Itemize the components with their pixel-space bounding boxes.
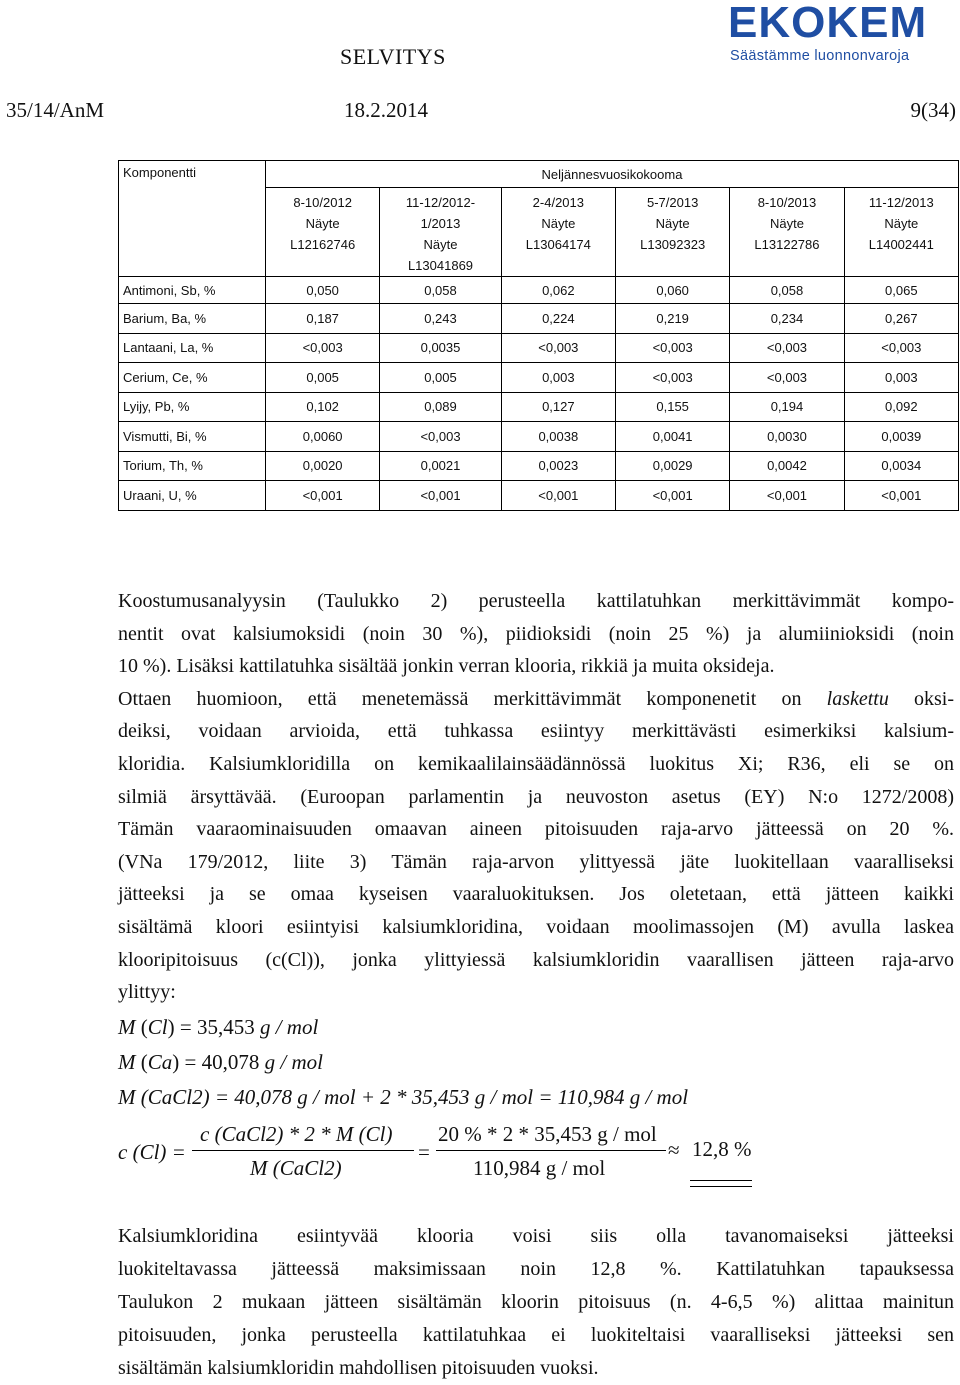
- paragraph-line: deiksi, voidaan arvioida, että tuhkassa esiintyy merkittävästi esimerkiksi kalsium-: [118, 720, 954, 743]
- column-header-line: 1/2013: [420, 216, 461, 231]
- paragraph-line: Kalsiumkloridina esiintyvää klooria voisi siis olla tavanomaiseksi jätteeksi: [118, 1225, 954, 1247]
- table-cell: 0,187: [266, 304, 380, 334]
- paragraph-line: kloridia. Kalsiumkloridilla on kemikaalilainsäädännössä luokitus Xi; R36, eli se on: [118, 752, 954, 775]
- table-row: [119, 451, 959, 481]
- table-cell: 0,060: [616, 277, 730, 304]
- italic-word: laskettu: [826, 687, 889, 710]
- column-header-line: 5-7/2013: [646, 195, 699, 210]
- table-cell: 0,062: [501, 277, 615, 304]
- approx-sign: ≈: [668, 1138, 680, 1162]
- table-cell: <0,001: [501, 481, 615, 511]
- table-cell: 0,219: [616, 304, 730, 334]
- table-row: [119, 277, 959, 304]
- column-header-line: L13122786: [754, 237, 820, 252]
- table-row: [119, 392, 959, 422]
- column-header-line: L13064174: [525, 237, 591, 252]
- fraction-line: [192, 1150, 414, 1151]
- doc-type-title: SELVITYS: [340, 44, 446, 69]
- column-header-line: L13041869: [407, 258, 474, 273]
- equation-c-cl-numerator-values: 20 % * 2 * 35,453 g / mol: [438, 1122, 657, 1146]
- table-row: [119, 363, 959, 393]
- column-header: [730, 188, 844, 277]
- paragraph-conclusion: [118, 1220, 954, 1385]
- column-header-line: Näyte: [655, 216, 690, 231]
- component-header: Komponentti: [119, 161, 266, 277]
- row-label: Lyijy, Pb, %: [119, 392, 266, 422]
- equation-m-ca: M (Ca) = 40,078 g / mol: [118, 1050, 323, 1074]
- document-date: 18.2.2014: [344, 98, 428, 122]
- column-header: [501, 188, 615, 277]
- table-cell: <0,003: [266, 333, 380, 363]
- row-label: Barium, Ba, %: [119, 304, 266, 334]
- equation-c-cl-numerator: c (CaCl2) * 2 * M (Cl): [200, 1122, 393, 1146]
- paragraph-line: sisältämän kalsiumkloridin mahdollisen pitoisuuden vuoksi.: [118, 1357, 599, 1379]
- column-header-line: L14002441: [868, 237, 934, 252]
- paragraph-line: ylittyy:: [118, 981, 176, 1004]
- table-cell: <0,001: [616, 481, 730, 511]
- table-row: [119, 481, 959, 511]
- table-cell: 0,234: [730, 304, 844, 334]
- row-label: Lantaani, La, %: [119, 333, 266, 363]
- table-cell: 0,0023: [501, 451, 615, 481]
- table-cell: <0,003: [616, 363, 730, 393]
- paragraph-line: silmiä ärsyttävää. (Euroopan parlamentin ja neuvoston asetus (EY) N:o 1272/2008): [118, 785, 954, 808]
- table-cell: 0,0035: [380, 333, 501, 363]
- table-row: [119, 422, 959, 452]
- table-cell: 0,0020: [266, 451, 380, 481]
- column-header: [380, 188, 501, 277]
- table-cell: 0,127: [501, 392, 615, 422]
- column-header-line: 8-10/2013: [757, 195, 817, 210]
- row-label: Torium, Th, %: [119, 451, 266, 481]
- column-header-line: Näyte: [884, 216, 919, 231]
- column-header-line: Näyte: [305, 216, 340, 231]
- equation-m-cacl2: M (CaCl2) = 40,078 g / mol + 2 * 35,453 g / mol = 110,984 g / mol: [118, 1085, 689, 1109]
- composition-table: [118, 160, 959, 511]
- table-cell: 0,224: [501, 304, 615, 334]
- equals-sign: =: [418, 1140, 430, 1164]
- table-cell: 0,058: [730, 277, 844, 304]
- table-cell: <0,003: [730, 363, 844, 393]
- paragraph-line: jätteeksi ja se omaa kyseisen vaaraluokituksen. Jos oletetaan, että jätteen kaikki: [118, 883, 954, 906]
- table-cell: 0,102: [266, 392, 380, 422]
- table-cell: 0,243: [380, 304, 501, 334]
- column-header: [266, 188, 380, 277]
- table-cell: 0,194: [730, 392, 844, 422]
- column-header-line: L13092323: [640, 237, 706, 252]
- table-cell: 0,0029: [616, 451, 730, 481]
- table-cell: 0,155: [616, 392, 730, 422]
- row-label: Uraani, U, %: [119, 481, 266, 511]
- paragraph-analysis: [118, 585, 954, 1009]
- paragraph-text: Ottaen huomioon, että menetemässä merkittävimmät komponenetit on: [118, 687, 827, 710]
- table-cell: 0,267: [844, 304, 958, 334]
- paragraph-line: Taulukon 2 mukaan jätteen sisältämän kloorin pitoisuus (n. 4-6,5 %) alittaa mainitun: [118, 1291, 954, 1313]
- reference-number: 35/14/AnM: [6, 98, 105, 122]
- table-cell: <0,003: [844, 333, 958, 363]
- table-cell: 0,0038: [501, 422, 615, 452]
- paragraph-line: sisältämä kloori esiintyisi kalsiumkloridina, voidaan moolimassojen (M) avulla laskea: [118, 915, 954, 938]
- table-cell: 0,0034: [844, 451, 958, 481]
- table-cell: 0,0042: [730, 451, 844, 481]
- table-cell: 0,0060: [266, 422, 380, 452]
- table-cell: <0,003: [730, 333, 844, 363]
- table-cell: <0,001: [730, 481, 844, 511]
- logo-wordmark: EKOKEM: [728, 0, 928, 47]
- table-cell: <0,003: [501, 333, 615, 363]
- column-header-line: 2-4/2013: [532, 195, 584, 210]
- table-cell: 0,050: [266, 277, 380, 304]
- column-header: [616, 188, 730, 277]
- table-cell: 0,065: [844, 277, 958, 304]
- table-cell: <0,003: [616, 333, 730, 363]
- table-cell: 0,003: [501, 363, 615, 393]
- column-header-line: Näyte: [541, 216, 576, 231]
- table-cell: 0,092: [844, 392, 958, 422]
- table-cell: 0,005: [266, 363, 380, 393]
- table-cell: 0,0030: [730, 422, 844, 452]
- ekokem-logo: [720, 0, 960, 70]
- paragraph-line-mixed: [118, 683, 954, 716]
- column-header-line: Näyte: [769, 216, 804, 231]
- table-cell: <0,001: [844, 481, 958, 511]
- column-header-line: 8-10/2012: [293, 195, 352, 210]
- fraction-line: [436, 1150, 666, 1151]
- page-number: 9(34): [910, 98, 956, 122]
- group-header: Neljännesvuosikokooma: [266, 161, 959, 188]
- row-label: Vismutti, Bi, %: [119, 422, 266, 452]
- column-header-line: 11-12/2012-: [405, 195, 476, 210]
- table-cell: <0,001: [266, 481, 380, 511]
- column-header-line: 11-12/2013: [868, 195, 934, 210]
- table-cell: 0,003: [844, 363, 958, 393]
- paragraph-line: nentit ovat kalsiumoksidi (noin 30 %), piidioksidi (noin 25 %) ja alumiinioksidi (noin: [118, 622, 954, 645]
- paragraph-line: 10 %). Lisäksi kattilatuhka sisältää jonkin verran klooria, rikkiä ja muita oksideja.: [118, 655, 775, 678]
- table-cell: 0,089: [380, 392, 501, 422]
- paragraph-line: (VNa 179/2012, liite 3) Tämän raja-arvon ylittyessä jäte luokitellaan vaaralliseksi: [118, 850, 954, 873]
- result-double-underline: [690, 1180, 752, 1187]
- paragraph-line: klooripitoisuus (c(Cl)), jonka ylittyiessä kalsiumkloridin vaarallisen jätteen raja-arvo: [118, 948, 954, 971]
- table-cell: <0,003: [380, 422, 501, 452]
- equation-c-cl-denominator: M (CaCl2): [250, 1156, 342, 1180]
- logo-tagline: Säästämme luonnonvaroja: [730, 48, 910, 64]
- equation-c-cl-denominator-values: 110,984 g / mol: [473, 1156, 606, 1180]
- table-cell: 0,058: [380, 277, 501, 304]
- table-cell: 0,0021: [380, 451, 501, 481]
- equation-m-cl: M (Cl) = 35,453 g / mol: [118, 1015, 319, 1039]
- paragraph-line: pitoisuuden, jonka perusteella kattilatuhkaa ei luokiteltaisi vaaralliseksi jätteeksi sen: [118, 1324, 954, 1346]
- table-row: [119, 304, 959, 334]
- row-label: Antimoni, Sb, %: [119, 277, 266, 304]
- table-row: [119, 333, 959, 363]
- column-header: [844, 188, 958, 277]
- equation-c-cl-result: 12,8 %: [692, 1137, 752, 1161]
- column-header-line: L12162746: [290, 237, 356, 252]
- paragraph-line: Tämän vaaraominaisuuden omaavan aineen pitoisuuden raja-arvo jätteessä on 20 %.: [118, 818, 954, 841]
- table-cell: 0,0041: [616, 422, 730, 452]
- table-cell: <0,001: [380, 481, 501, 511]
- equation-c-cl-lhs: c (Cl) =: [118, 1140, 186, 1164]
- table-cell: 0,0039: [844, 422, 958, 452]
- paragraph-text: oksi-: [888, 687, 955, 710]
- row-label: Cerium, Ce, %: [119, 363, 266, 393]
- paragraph-line: luokiteltavassa jätteessä maksimissaan noin 12,8 %. Kattilatuhkan tapauksessa: [118, 1258, 954, 1280]
- table-cell: 0,005: [380, 363, 501, 393]
- column-header-line: Näyte: [423, 237, 458, 252]
- paragraph-line: Koostumusanalyysin (Taulukko 2) perusteella kattilatuhkan merkittävimmät kompo-: [118, 590, 954, 612]
